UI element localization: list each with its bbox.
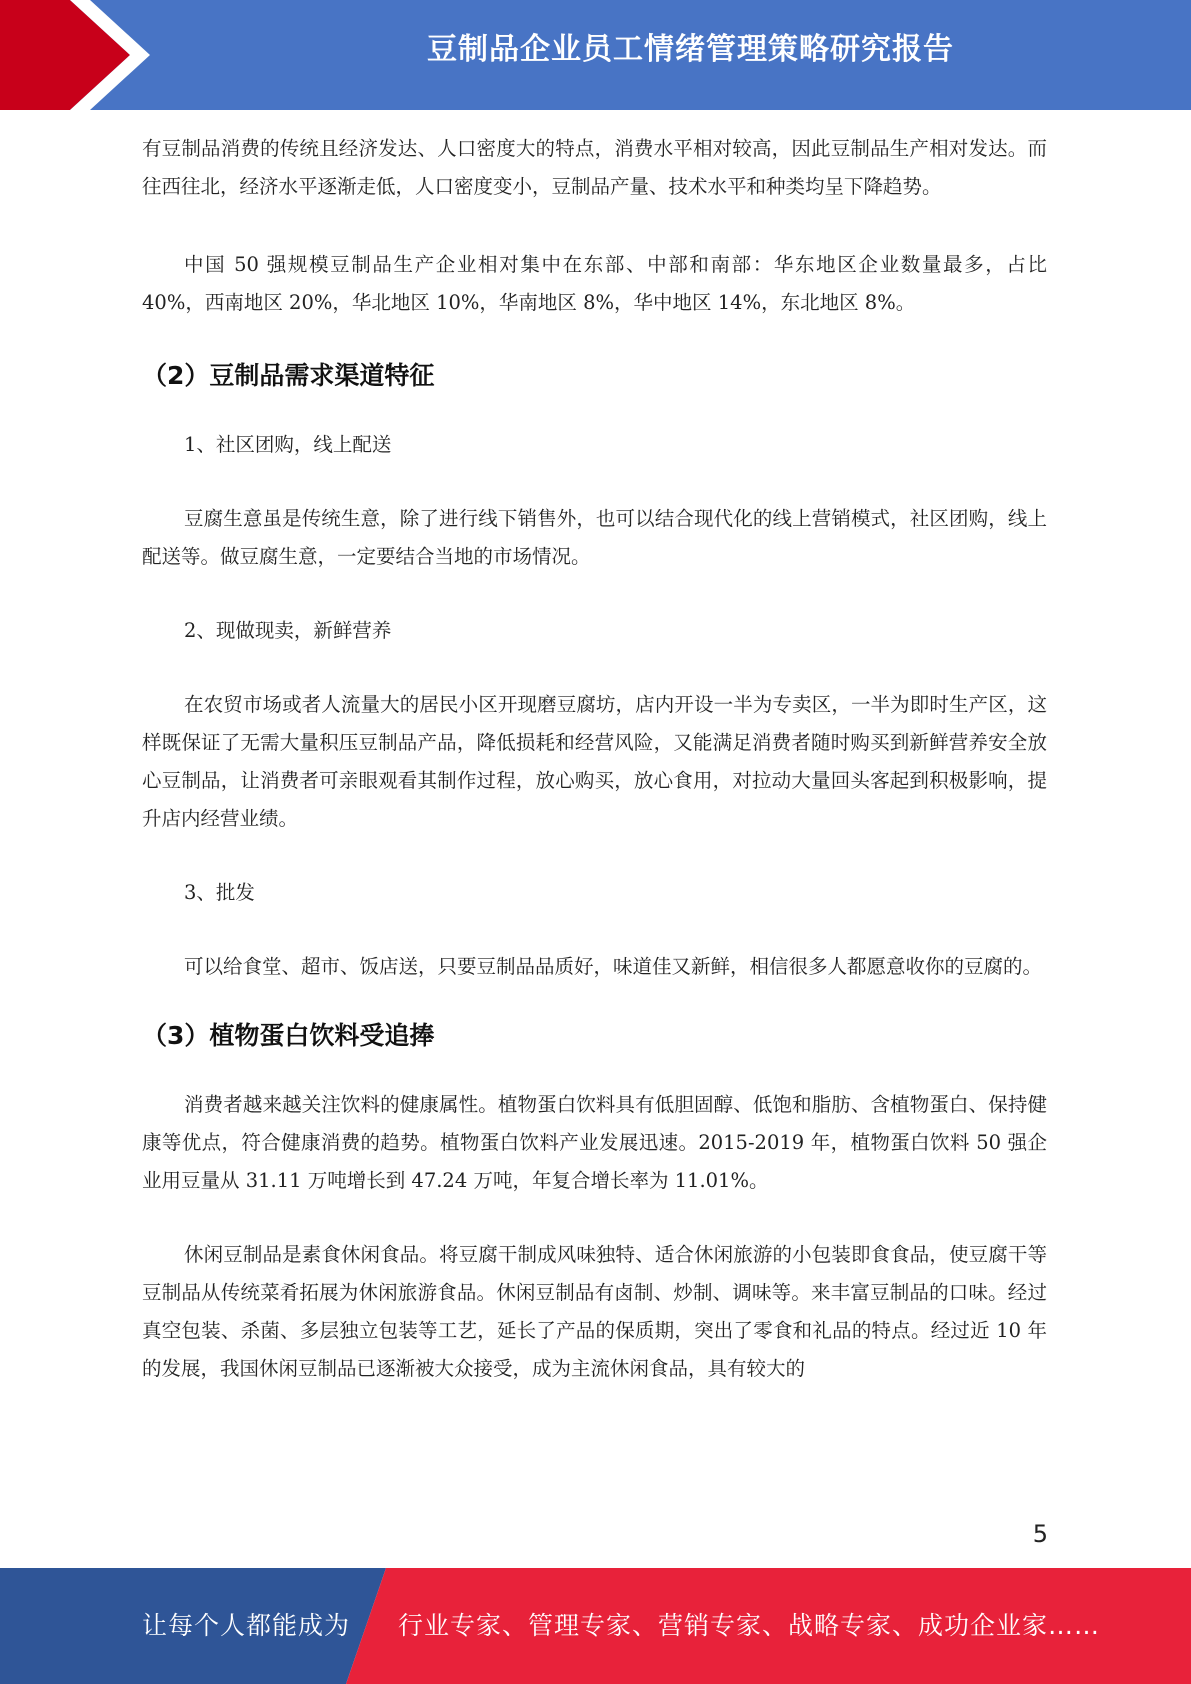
paragraph-3: 豆腐生意虽是传统生意，除了进行线下销售外，也可以结合现代化的线上营销模式，社区团购，线上配送等。做豆腐生意，一定要结合当地的市场情况。 <box>142 507 1047 568</box>
report-title: 豆制品企业员工情绪管理策略研究报告 <box>427 32 954 67</box>
footer-slogan-right: 行业专家、管理专家、营销专家、战略专家、成功企业家…… <box>398 1611 1101 1640</box>
page-header <box>0 0 1191 110</box>
document-body <box>142 130 1047 1388</box>
header-arrow-decoration <box>0 0 160 110</box>
paragraph-1: 有豆制品消费的传统且经济发达、人口密度大的特点，消费水平相对较高，因此豆制品生产相对发达。而往西往北，经济水平逐渐走低，人口密度变小，豆制品产量、技术水平和种类均呈下降趋势。 <box>142 137 1047 198</box>
subheading-1: 1、社区团购，线上配送 <box>184 433 392 456</box>
paragraph-4: 在农贸市场或者人流量大的居民小区开现磨豆腐坊，店内开设一半为专卖区，一半为即时生产区，这样既保证了无需大量积压豆制品产品，降低损耗和经营风险，又能满足消费者随时购买到新鲜营养安全放心豆制品，让消费者可亲眼观看其制作过程，放心购买，放心食用，对拉动大量回头客起到积极影响，提升店内经营业绩。 <box>142 693 1047 830</box>
section-heading-3: （3）植物蛋白饮料受追捧 <box>142 1021 435 1050</box>
subheading-3: 3、批发 <box>184 881 255 904</box>
subheading-2: 2、现做现卖，新鲜营养 <box>184 619 392 642</box>
paragraph-7: 休闲豆制品是素食休闲食品。将豆腐干制成风味独特、适合休闲旅游的小包装即食食品，使豆腐干等豆制品从传统菜肴拓展为休闲旅游食品。休闲豆制品有卤制、炒制、调味等。来丰富豆制品的口味。经过真空包装、杀菌、多层独立包装等工艺，延长了产品的保质期，突出了零食和礼品的特点。经过近 10 年的发展，我国休闲豆制品已逐渐被大众接受，成为主流休闲食品，具有较大的 <box>142 1243 1047 1380</box>
paragraph-5: 可以给食堂、超市、饭店送，只要豆制品品质好，味道佳又新鲜，相信很多人都愿意收你的豆腐的。 <box>184 955 1043 978</box>
page-number: 5 <box>1032 1520 1048 1548</box>
footer-slogan-left: 让每个人都能成为 <box>142 1611 351 1640</box>
page-footer <box>0 1568 1191 1684</box>
paragraph-2: 中国 50 强规模豆制品生产企业相对集中在东部、中部和南部：华东地区企业数量最多，占比 40%，西南地区 20%，华北地区 10%，华南地区 8%，华中地区 14%，东北地区 8%。 <box>142 253 1047 314</box>
section-heading-2: （2）豆制品需求渠道特征 <box>142 361 435 390</box>
paragraph-6: 消费者越来越关注饮料的健康属性。植物蛋白饮料具有低胆固醇、低饱和脂肪、含植物蛋白、保持健康等优点，符合健康消费的趋势。植物蛋白饮料产业发展迅速。2015-2019 年，植物蛋白饮料 50 强企业用豆量从 31.11 万吨增长到 47.24 万吨，年复合增长率为 11.01%。 <box>142 1093 1047 1192</box>
